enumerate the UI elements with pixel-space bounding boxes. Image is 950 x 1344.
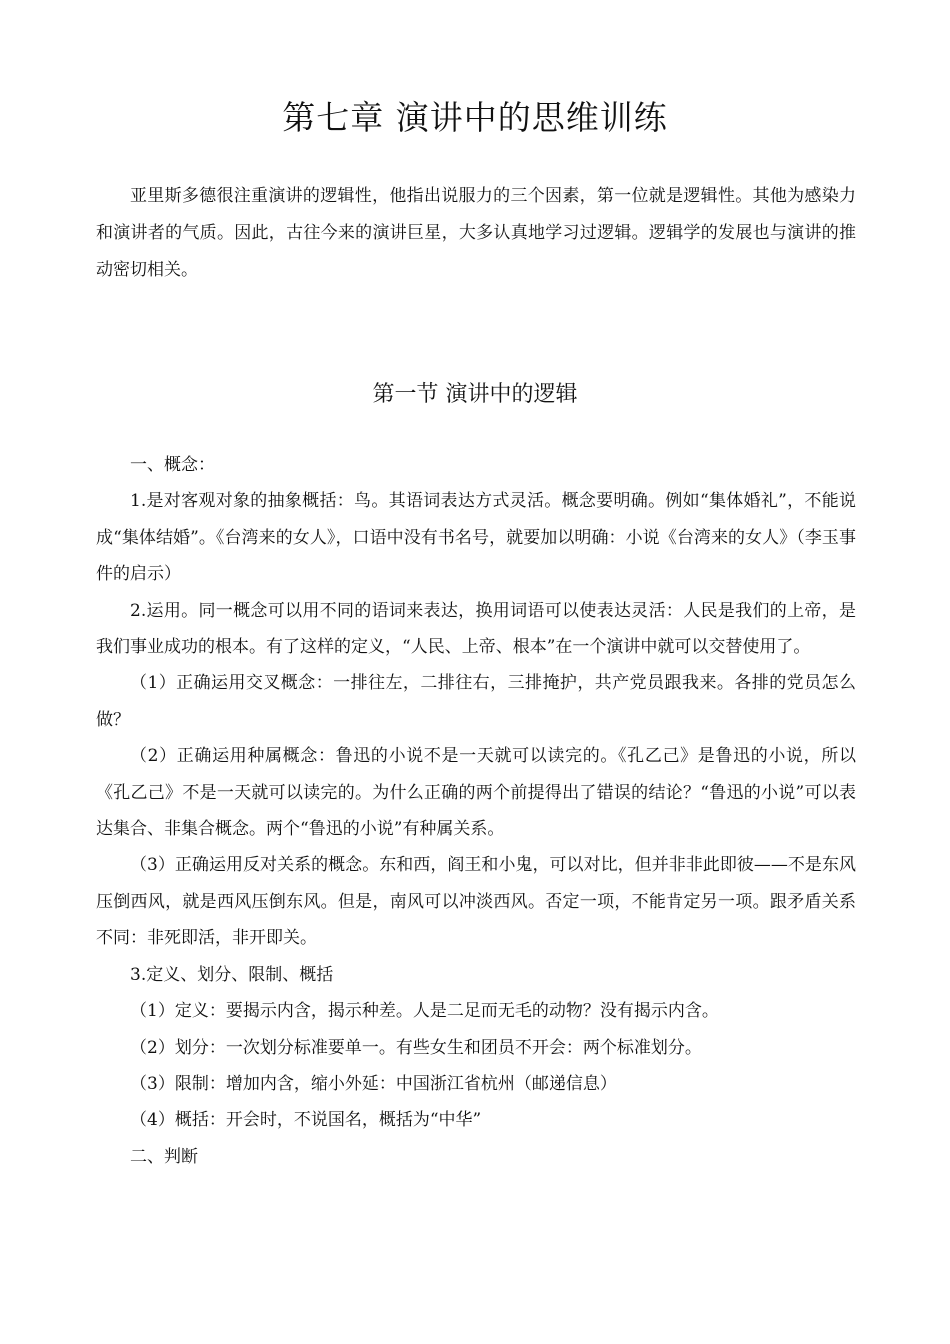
section-body [96, 447, 856, 1175]
paragraph-cross-concept: （1）正确运用交叉概念：一排往左，二排往右，三排掩护，共产党员跟我来。各排的党员怎么做？ [96, 673, 856, 730]
paragraph-opposite-concept: （3）正确运用反对关系的概念。东和西，阎王和小鬼，可以对比，但并非非此即彼——不是东风压倒西风，就是西风压倒东风。但是，南风可以冲淡西风。否定一项，不能肯定另一项。跟矛盾关系不同：非死即活，非开即关。 [96, 855, 856, 949]
paragraph-concept-definition: 1.是对客观对象的抽象概括：鸟。其语词表达方式灵活。概念要明确。例如“集体婚礼”，不能说成“集体结婚”。《台湾来的女人》，口语中没有书名号，就要加以明确：小说《台湾来的女人》（李玉事件的启示） [96, 491, 856, 585]
item-division: （2）划分：一次划分标准要单一。有些女生和团员不开会：两个标准划分。 [130, 1037, 702, 1058]
paragraph-genus-species: （2）正确运用种属概念：鲁迅的小说不是一天就可以读完的。《孔乙己》是鲁迅的小说，所以《孔乙己》不是一天就可以读完的。为什么正确的两个前提得出了错误的结论？“鲁迅的小说”可以表达集合、非集合概念。两个“鲁迅的小说”有种属关系。 [96, 746, 856, 840]
item-definition: （1）定义：要揭示内含，揭示种差。人是二足而无毛的动物？没有揭示内含。 [130, 1001, 719, 1022]
paragraph-concept-usage: 2.运用。同一概念可以用不同的语词来表达，换用词语可以使表达灵活：人民是我们的上帝，是我们事业成功的根本。有了这样的定义，“人民、上帝、根本”在一个演讲中就可以交替使用了。 [96, 600, 856, 658]
heading-definition-division: 3.定义、划分、限制、概括 [130, 964, 334, 985]
heading-judgment: 二、判断 [130, 1146, 198, 1167]
section-title: 第一节 演讲中的逻辑 [372, 382, 578, 407]
intro-paragraph: 亚里斯多德很注重演讲的逻辑性，他指出说服力的三个因素，第一位就是逻辑性。其他为感染力和演讲者的气质。因此，古往今来的演讲巨星，大多认真地学习过逻辑。逻辑学的发展也与演讲的推动密切相关。 [96, 186, 856, 280]
chapter-title: 第七章 演讲中的思维训练 [282, 98, 668, 137]
item-restriction: （3）限制：增加内含，缩小外延：中国浙江省杭州（邮递信息） [130, 1073, 617, 1094]
item-generalization: （4）概括：开会时，不说国名，概括为“中华” [130, 1110, 482, 1131]
heading-concept: 一、概念： [130, 455, 215, 475]
